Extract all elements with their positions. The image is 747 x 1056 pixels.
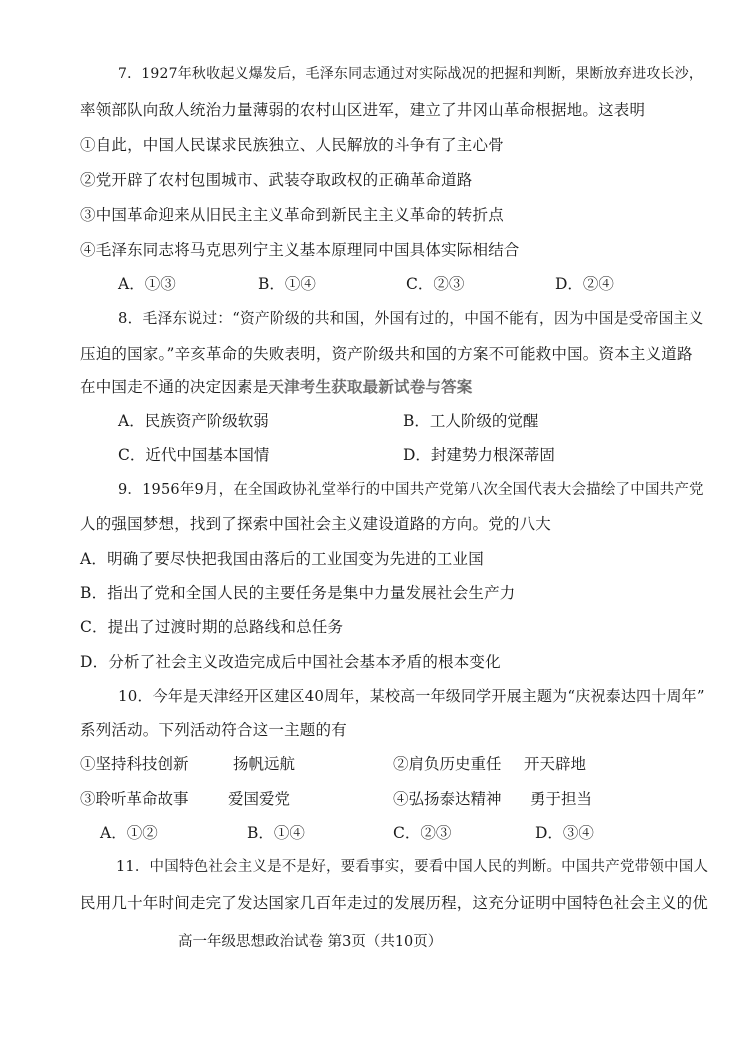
q8-option-c[interactable]: C．近代中国基本国情 xyxy=(118,446,270,464)
q8-options-row-2 xyxy=(0,444,747,466)
q10-option-d[interactable]: D．③④ xyxy=(535,824,594,842)
q10-option-a[interactable]: A．①② xyxy=(100,824,158,842)
q10-stem-line-2: 系列活动。下列活动符合这一主题的有 xyxy=(80,721,347,739)
q10-statement-1-b: 扬帆远航 xyxy=(233,755,296,773)
q10-statement-2-b: 开天辟地 xyxy=(524,755,587,773)
q7-statement-1: ①自此，中国人民谋求民族独立、人民解放的斗争有了主心骨 xyxy=(80,136,504,154)
q8-stem-line-1: 8．毛泽东说过：“资产阶级的共和国，外国有过的，中国不能有，因为中国是受帝国主义 xyxy=(118,310,704,327)
q10-statement-3-b: 爱国爱党 xyxy=(228,790,291,808)
q9-option-a[interactable]: A．明确了要尽快把我国由落后的工业国变为先进的工业国 xyxy=(80,550,484,568)
q10-options xyxy=(0,822,747,844)
q10-statement-1-a: ①坚持科技创新 xyxy=(80,755,189,773)
page-footer: 高一年级思想政治试卷 第3页（共10页） xyxy=(178,934,443,950)
q11-stem-line-2: 民用几十年时间走完了发达国家几百年走过的发展历程，这充分证明中国特色社会主义的优 xyxy=(80,894,709,912)
q10-stem-line-1: 10．今年是天津经开区建区40周年，某校高一年级同学开展主题为“庆祝泰达四十周年” xyxy=(118,687,705,705)
q7-option-a[interactable]: A．①③ xyxy=(118,275,176,293)
q9-stem-line-1: 9．1956年9月，在全国政协礼堂举行的中国共产党第八次全国代表大会描绘了中国共产党 xyxy=(118,482,704,498)
q10-statement-3-a: ③聆听革命故事 xyxy=(80,790,189,808)
q9-option-b[interactable]: B．指出了党和全国人民的主要任务是集中力量发展社会生产力 xyxy=(80,584,516,602)
watermark-text: 天津考生获取最新试卷与答案 xyxy=(268,377,473,396)
q10-statement-4-b: 勇于担当 xyxy=(530,790,593,808)
q9-option-c[interactable]: C．提出了过渡时期的总路线和总任务 xyxy=(80,618,344,636)
q10-option-c[interactable]: C．②③ xyxy=(393,824,452,842)
q8-stem-line-2: 压迫的国家。”辛亥革命的失败表明，资产阶级共和国的方案不可能救中国。资本主义道路 xyxy=(80,345,693,363)
q7-stem-line-1: 7．1927年秋收起义爆发后，毛泽东同志通过对实际战况的把握和判断，果断放弃进攻长沙， xyxy=(118,66,704,82)
q8-stem-text: 在中国走不通的决定因素是 xyxy=(80,378,269,396)
q7-statement-4: ④毛泽东同志将马克思列宁主义基本原理同中国具体实际相结合 xyxy=(80,241,520,259)
q8-stem-line-3 xyxy=(80,376,473,398)
q11-stem-line-1: 11．中国特色社会主义是不是好，要看事实，要看中国人民的判断。中国共产党带领中国人 xyxy=(116,859,709,875)
q7-option-d[interactable]: D．②④ xyxy=(555,275,614,293)
q10-statements-row-2 xyxy=(0,788,747,810)
q7-option-b[interactable]: B．①④ xyxy=(258,275,316,293)
q8-option-a[interactable]: A．民族资产阶级软弱 xyxy=(118,412,269,430)
q8-option-b[interactable]: B．工人阶级的觉醒 xyxy=(403,412,539,430)
q7-statement-2: ②党开辟了农村包围城市、武装夺取政权的正确革命道路 xyxy=(80,171,473,189)
q7-statement-3: ③中国革命迎来从旧民主主义革命到新民主主义革命的转折点 xyxy=(80,206,504,224)
q10-statement-4-a: ④弘扬泰达精神 xyxy=(393,790,502,808)
q10-option-b[interactable]: B．①④ xyxy=(247,824,305,842)
q9-stem-line-2: 人的强国梦想，找到了探索中国社会主义建设道路的方向。党的八大 xyxy=(80,515,552,533)
q7-stem-line-2: 率领部队向敌人统治力量薄弱的农村山区进军，建立了井冈山革命根据地。这表明 xyxy=(80,101,646,119)
q10-statement-2-a: ②肩负历史重任 xyxy=(393,755,502,773)
q7-option-c[interactable]: C．②③ xyxy=(406,275,465,293)
q10-statements-row-1 xyxy=(0,753,747,775)
q9-option-d[interactable]: D．分析了社会主义改造完成后中国社会基本矛盾的根本变化 xyxy=(80,653,501,671)
q8-options-row-1 xyxy=(0,410,747,432)
q8-option-d[interactable]: D．封建势力根深蒂固 xyxy=(403,446,555,464)
q7-options xyxy=(0,273,747,295)
